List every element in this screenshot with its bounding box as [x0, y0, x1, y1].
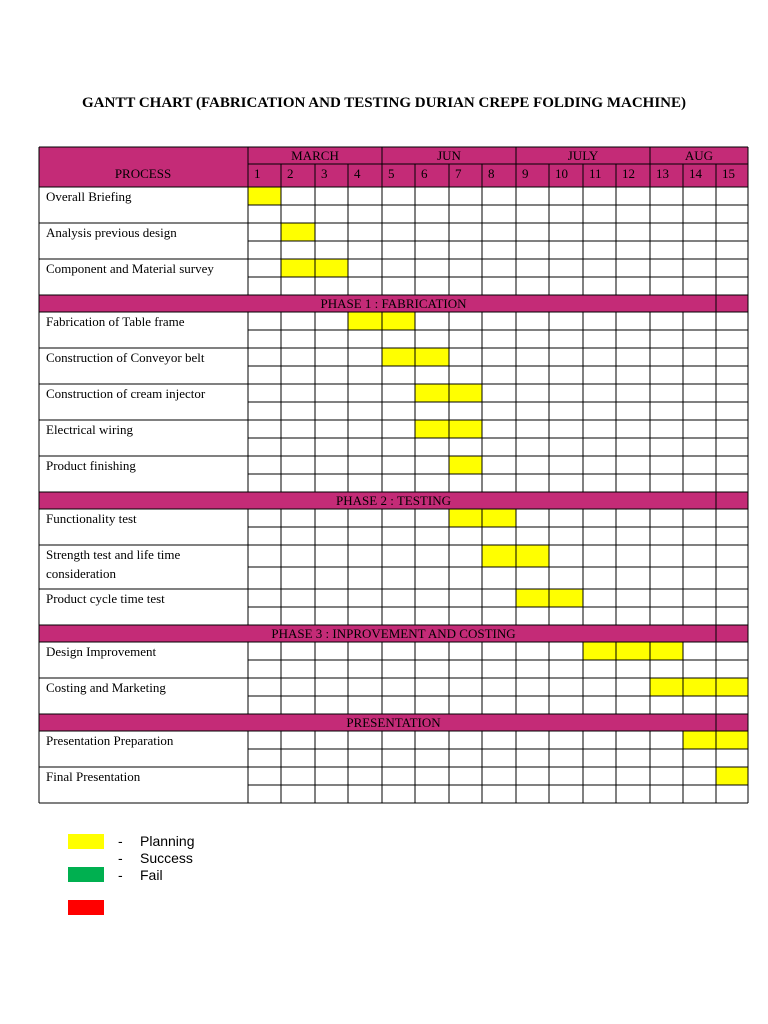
planning-cell: [248, 187, 281, 205]
planning-cell: [449, 509, 482, 527]
phase-label: PHASE 3 : INPROVEMENT AND COSTING: [271, 626, 516, 641]
planning-cell: [616, 642, 650, 660]
planning-cell: [716, 731, 748, 749]
task-label: Product cycle time test: [46, 591, 165, 606]
legend-swatch-fail: [68, 900, 104, 915]
planning-cell: [716, 678, 748, 696]
week-number: 7: [455, 166, 462, 181]
legend-label-success: Success: [140, 850, 193, 866]
month-header: AUG: [684, 148, 714, 163]
week-number: 10: [555, 166, 568, 181]
legend-swatch-planning: [68, 834, 104, 849]
planning-cell: [382, 348, 415, 366]
week-number: 3: [321, 166, 328, 181]
planning-cell: [315, 259, 348, 277]
legend-dash: -: [118, 850, 123, 866]
planning-cell: [449, 456, 482, 474]
week-number: 15: [722, 166, 735, 181]
task-label: Construction of Conveyor belt: [46, 350, 205, 365]
legend-dash: -: [118, 867, 123, 883]
planning-cell: [716, 767, 748, 785]
task-label: Costing and Marketing: [46, 680, 166, 695]
planning-cell: [516, 545, 549, 567]
legend-label-fail: Fail: [140, 867, 163, 883]
task-label: Fabrication of Table frame: [46, 314, 185, 329]
planning-cell: [281, 259, 315, 277]
task-label: Analysis previous design: [46, 225, 177, 240]
planning-cell: [683, 678, 716, 696]
task-label: Presentation Preparation: [46, 733, 174, 748]
task-label: Functionality test: [46, 511, 137, 526]
week-number: 9: [522, 166, 529, 181]
phase-label: PHASE 1 : FABRICATION: [320, 296, 467, 311]
phase-label: PRESENTATION: [346, 715, 441, 730]
week-number: 14: [689, 166, 702, 181]
task-label: Final Presentation: [46, 769, 141, 784]
task-label: Overall Briefing: [46, 189, 132, 204]
task-label: Component and Material survey: [46, 261, 214, 276]
planning-cell: [415, 348, 449, 366]
week-number: 2: [287, 166, 294, 181]
task-label: Strength test and life time: [46, 547, 181, 562]
task-label: Product finishing: [46, 458, 136, 473]
legend-dash: -: [118, 833, 123, 849]
planning-cell: [348, 312, 382, 330]
week-number: 13: [656, 166, 669, 181]
week-number: 5: [388, 166, 395, 181]
planning-cell: [650, 678, 683, 696]
planning-cell: [683, 731, 716, 749]
legend-label-planning: Planning: [140, 833, 195, 849]
week-number: 11: [589, 166, 602, 181]
phase-label: PHASE 2 : TESTING: [336, 493, 451, 508]
week-number: 12: [622, 166, 635, 181]
task-label: consideration: [46, 566, 117, 581]
planning-cell: [650, 642, 683, 660]
planning-cell: [449, 384, 482, 402]
planning-cell: [415, 384, 449, 402]
planning-cell: [281, 223, 315, 241]
planning-cell: [382, 312, 415, 330]
planning-cell: [482, 545, 516, 567]
task-label: Construction of cream injector: [46, 386, 206, 401]
month-header: JULY: [567, 148, 599, 163]
month-header: JUN: [437, 148, 461, 163]
planning-cell: [583, 642, 616, 660]
planning-cell: [516, 589, 549, 607]
planning-cell: [415, 420, 449, 438]
task-label: Design Improvement: [46, 644, 157, 659]
week-number: 1: [254, 166, 261, 181]
month-header: MARCH: [291, 148, 339, 163]
process-header: PROCESS: [114, 166, 172, 181]
legend-swatch-success: [68, 867, 104, 882]
document-title: GANTT CHART (FABRICATION AND TESTING DURIAN CREPE FOLDING MACHINE): [82, 95, 686, 111]
week-number: 6: [421, 166, 428, 181]
planning-cell: [449, 420, 482, 438]
week-number: 4: [354, 166, 361, 181]
task-label: Electrical wiring: [46, 422, 133, 437]
week-number: 8: [488, 166, 495, 181]
planning-cell: [482, 509, 516, 527]
planning-cell: [549, 589, 583, 607]
